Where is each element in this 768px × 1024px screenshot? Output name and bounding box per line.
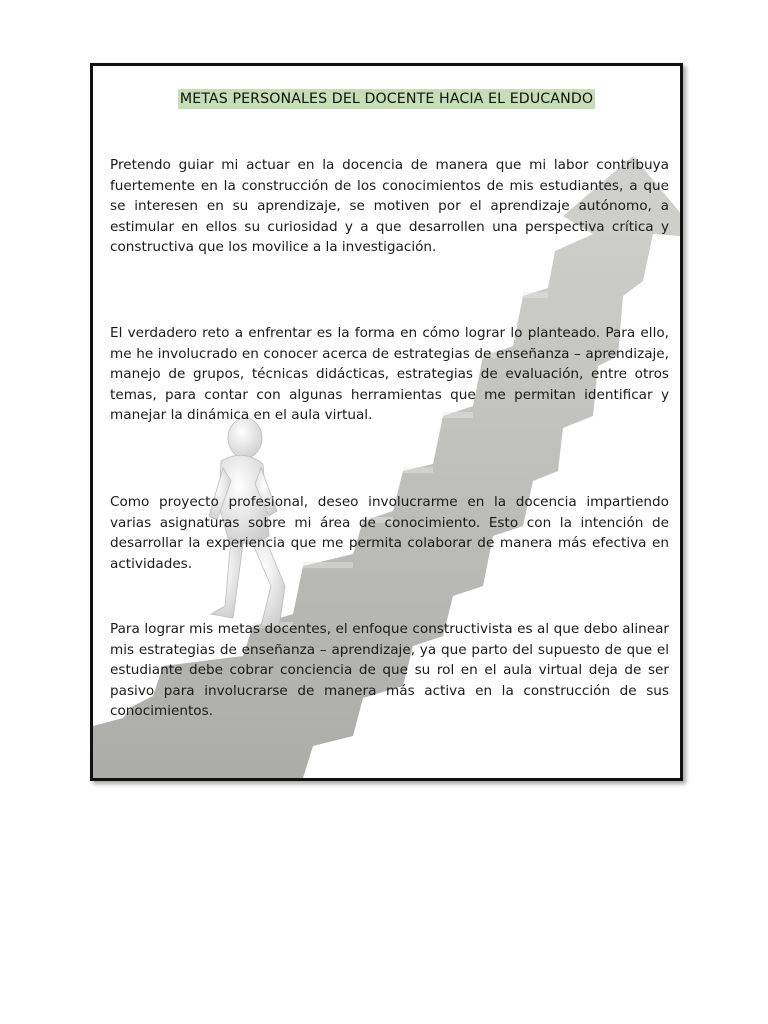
paragraph-4: Para lograr mis metas docentes, el enfoque constructivista es al que debo alinear mis estrategias de enseñanza – aprendizaje, ya que parto del supuesto de que el estudiante debe cobrar conciencia de que su rol en el aula virtual deja de ser pasivo para involucrarse de manera más activa en la construcción de sus conocimientos. — [110, 621, 669, 720]
paragraph-1: Pretendo guiar mi actuar en la docencia de manera que mi labor contribuya fuertemente en la construcción de los conocimientos de mis estudiantes, a que se interesen en su aprendizaje, se motiven por el aprendizaje autónomo, a estimular en ellos su curiosidad y a que desarrollen una perspectiva crítica y constructiva que los movilice a la investigación. — [110, 157, 669, 256]
paragraph-3: Como proyecto profesional, deseo involucrarme en la docencia impartiendo varias asignaturas sobre mi área de conocimiento. Esto con la intención de desarrollar la experiencia que me permita colaborar de manera más efectiva en actividades. — [110, 494, 669, 572]
document-frame — [90, 63, 683, 781]
paragraph-2: El verdadero reto a enfrentar es la forma en cómo lograr lo planteado. Para ello, me he involucrado en conocer acerca de estrategias de enseñanza – aprendizaje, manejo de grupos, técnicas didácticas, estrategias de evaluación, entre otros temas, para contar con algunas herramientas que me permitan identificar y manejar la dinámica en el aula virtual. — [110, 325, 669, 424]
title-container — [93, 88, 680, 109]
document-title: METAS PERSONALES DEL DOCENTE HACIA EL EDUCANDO — [179, 91, 594, 107]
